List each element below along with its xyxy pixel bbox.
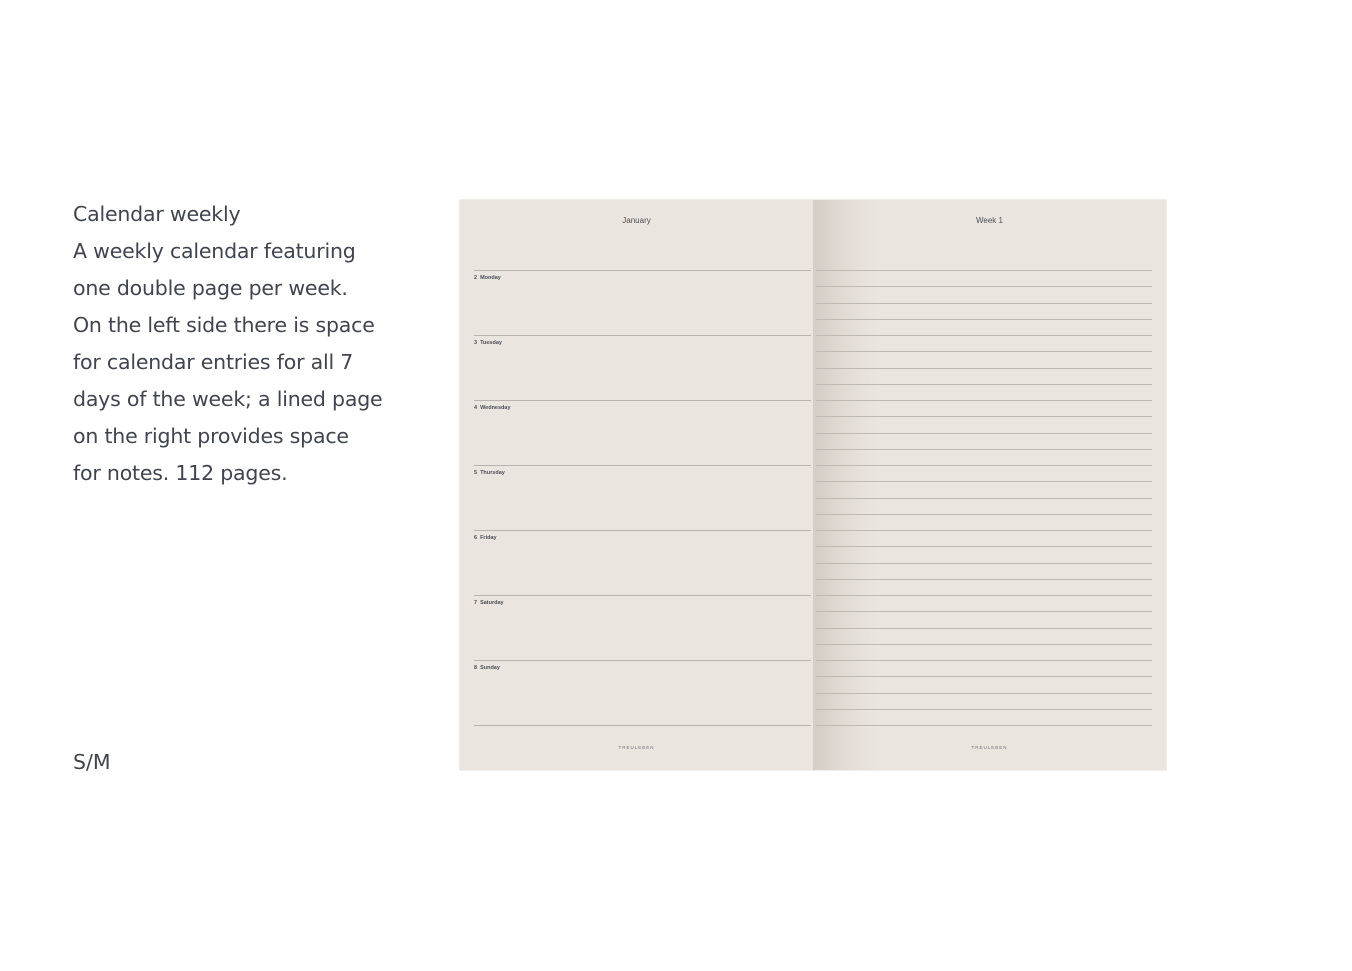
note-line [816,498,1152,499]
note-line [816,709,1152,710]
note-line [816,660,1152,661]
note-line [816,368,1152,369]
right-page [813,200,1166,770]
note-line [816,433,1152,434]
note-line [816,530,1152,531]
day-block-monday [474,270,811,336]
day-block-thursday [474,465,811,531]
product-title: Calendar weekly [73,202,241,226]
day-block-sunday [474,660,811,726]
note-line [816,319,1152,320]
day-label: 7 Saturday [474,600,504,606]
calendar-spread-image [460,200,1166,770]
day-block-wednesday [474,400,811,466]
week-header: Week 1 [976,216,1003,225]
description-line: for notes. 112 pages. [73,461,288,485]
note-line [816,335,1152,336]
description-line: for calendar entries for all 7 [73,350,354,374]
day-block-friday [474,530,811,596]
brand-logo-right: TREULEBEN [971,745,1008,750]
note-line [816,676,1152,677]
day-label: 2 Monday [474,275,501,281]
note-line [816,644,1152,645]
note-line [816,286,1152,287]
left-page [460,200,813,770]
note-line [816,416,1152,417]
note-line [816,628,1152,629]
day-label: 6 Friday [474,535,497,541]
day-block-saturday [474,595,811,661]
day-label: 4 Wednesday [474,405,511,411]
day-label: 5 Thursday [474,470,505,476]
size-label: S/M [73,750,111,774]
day-block-tuesday [474,335,811,401]
description-line: days of the week; a lined page [73,387,383,411]
description-line: on the right provides space [73,424,349,448]
month-header: January [622,216,651,225]
note-line [816,546,1152,547]
day-label: 8 Sunday [474,665,500,671]
note-line [816,693,1152,694]
note-line [816,563,1152,564]
note-line [816,611,1152,612]
description-line: On the left side there is space [73,313,375,337]
description-line: A weekly calendar featuring [73,239,356,263]
note-line [816,514,1152,515]
description-line: one double page per week. [73,276,348,300]
brand-logo-left: TREULEBEN [618,745,655,750]
note-line [816,579,1152,580]
note-line [816,384,1152,385]
note-line [816,303,1152,304]
note-line [816,449,1152,450]
note-line [816,725,1152,726]
day-label: 3 Tuesday [474,340,502,346]
note-line [816,481,1152,482]
note-line [816,270,1152,271]
note-line [816,595,1152,596]
note-line [816,465,1152,466]
product-description [73,196,393,492]
note-line [816,400,1152,401]
bottom-rule [474,725,811,726]
note-line [816,351,1152,352]
